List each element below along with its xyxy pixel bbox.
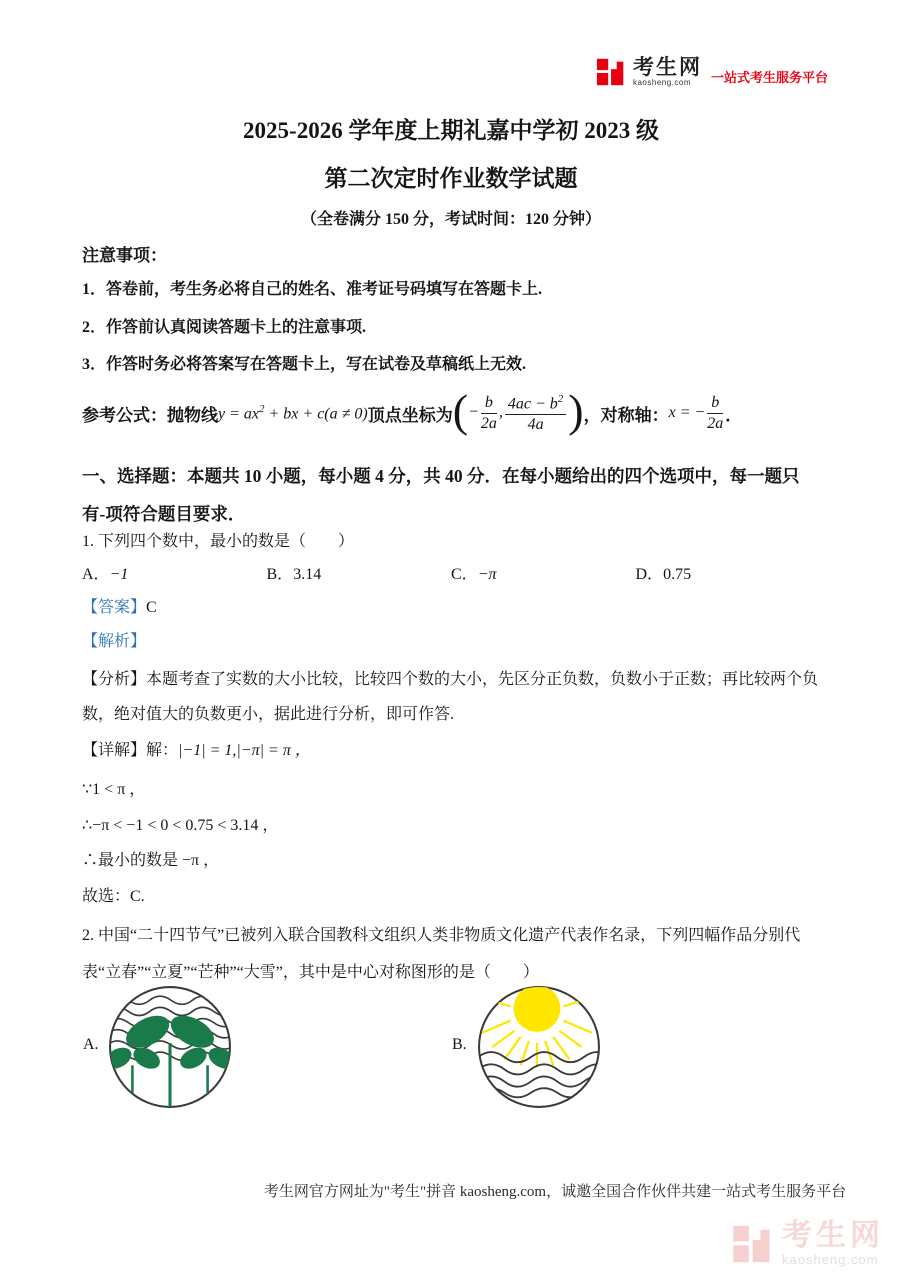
detail-row	[82, 737, 820, 760]
sprout-in-circle-icon	[107, 984, 233, 1110]
question-1-text: 1. 下列四个数中，最小的数是（ ）	[82, 533, 355, 550]
answer-value: C	[146, 599, 157, 616]
answer-row	[82, 594, 820, 617]
option-c: C．−π	[451, 566, 497, 583]
step-4: 故选：C.	[82, 887, 145, 905]
axis-formula: x = − $\frac{b}{2a}$	[668, 393, 724, 432]
page-title-line2: 第二次定时作业数学试题	[324, 166, 578, 191]
kaosheng-watermark-icon	[732, 1222, 776, 1266]
notice-item-1: 1．答卷前，考生务必将自己的姓名、准考证号码填写在答题卡上.	[82, 281, 543, 298]
formula-label: 参考公式：抛物线	[82, 405, 218, 425]
logo-name: 考生网	[632, 56, 702, 79]
answer-label: 【答案】	[82, 599, 147, 616]
jiexi-row	[82, 628, 820, 651]
step-3: ∴最小的数是 −π ，	[82, 852, 220, 869]
page-title-line1: 2025-2026 学年度上期礼嘉中学初 2023 级	[243, 118, 659, 143]
question-2-text: 2. 中国“二十四节气”已被列入联合国教科文组织人类非物质文化遗产代表作名录，下列四幅作品分别代表“立春”“立夏”“芒种”“大雪”，其中是中心对称图形的是（ ）	[82, 927, 801, 981]
question-1-options	[82, 561, 820, 584]
vertex-formula: (− $\frac{b}{2a}$ , $\frac{4ac - b^2}{4a}$ )	[452, 385, 584, 437]
vertex-label: 顶点坐标为	[367, 405, 453, 425]
watermark-domain: kaosheng.com	[782, 1252, 879, 1267]
section1-heading: 一、选择题：本题共 10 小题，每小题 4 分，共 40 分．在每小题给出的四个选项中，每一题只有-项符合题目要求．	[82, 466, 800, 524]
notice-item-3: 3．作答时务必将答案写在答题卡上，写在试卷及草稿纸上无效.	[82, 356, 527, 373]
option-a: A．−1	[82, 566, 129, 583]
analysis-paragraph: 【分析】本题考查了实数的大小比较，比较四个数的大小，先区分正负数，负数小于正数；再比较两个负数，绝对值大的负数更小，据此进行分析，即可作答.	[82, 671, 819, 723]
step-1: ∵1 < π ，	[82, 781, 146, 798]
footer-text: 考生网官方网址为"考生"拼音 kaosheng.com，诚邀全国合作伙伴共建一站式考生服务平台	[263, 1184, 847, 1200]
option-d: D．0.75	[635, 566, 692, 583]
watermark-name: 考生网	[782, 1219, 884, 1252]
notice-item-2: 2．作答前认真阅读答题卡上的注意事项.	[82, 318, 367, 336]
notice-heading: 注意事项：	[82, 246, 167, 265]
q2-option-b-label: B.	[452, 1036, 467, 1053]
logo-domain: kaosheng.com	[632, 78, 692, 87]
notice-list	[82, 278, 820, 391]
step-2: ∴−π < −1 < 0 < 0.75 < 3.14 ，	[82, 816, 279, 834]
logo-tagline: 一站式考生服务平台	[710, 70, 828, 85]
axis-label: ，对称轴：	[583, 405, 669, 425]
detail-label: 【详解】解：	[82, 742, 179, 759]
option-b: B．3.14	[266, 566, 322, 583]
jiexi-label: 【解析】	[82, 633, 147, 650]
formula-period: ．	[725, 405, 743, 425]
page-subtitle: （全卷满分 150 分，考试时间：120 分钟）	[300, 211, 601, 228]
sun-over-water-in-circle-icon	[476, 984, 602, 1110]
parabola-equation: $y = ax^2$ + bx + c(a ≠ 0)	[218, 402, 368, 423]
kaosheng-logo	[596, 56, 828, 88]
reference-formula	[82, 376, 820, 450]
kaosheng-logo-icon	[596, 56, 628, 88]
solution-steps	[82, 780, 820, 922]
kaosheng-watermark	[732, 1221, 884, 1266]
q2-option-a-label: A.	[83, 1036, 99, 1053]
detail-math: |−1| = 1,|−π| = π ，	[178, 742, 311, 759]
